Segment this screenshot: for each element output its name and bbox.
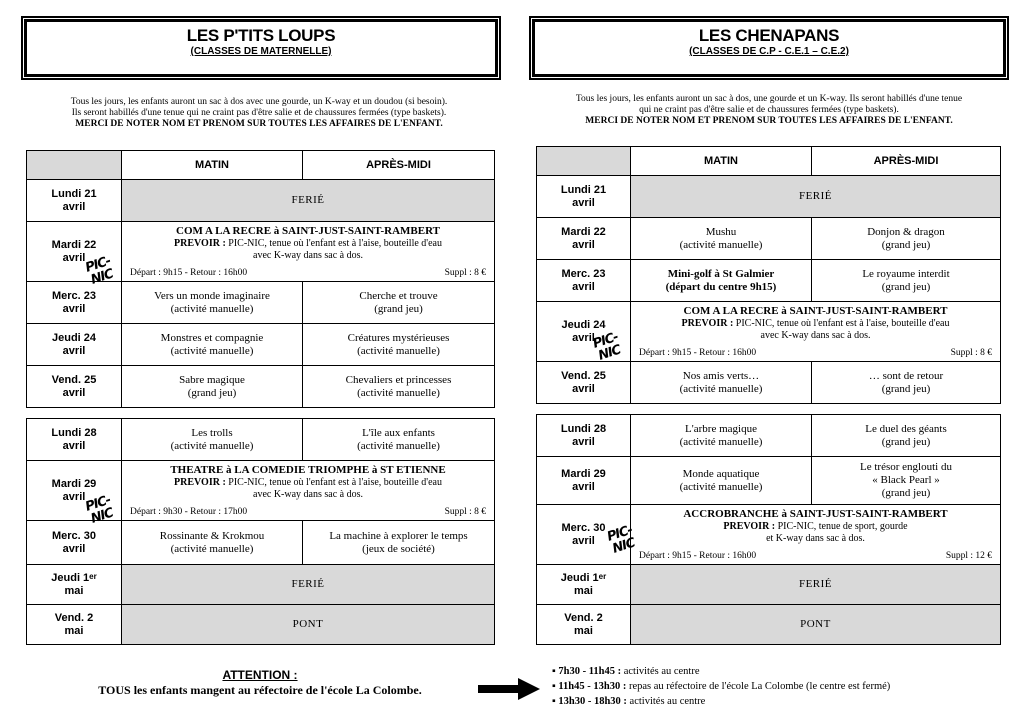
day-cell xyxy=(537,415,631,457)
day-month: avril xyxy=(572,480,595,493)
header-morning: MATIN xyxy=(122,151,303,180)
activity-type: (grand jeu) xyxy=(374,302,423,315)
hours-time: 11h45 - 13h30 : xyxy=(558,681,627,692)
day-label: Lundi 28 xyxy=(560,422,607,435)
day-month: avril xyxy=(572,280,595,293)
daily-hours xyxy=(552,664,1012,709)
morning-activity xyxy=(631,362,812,404)
activity-name: Monstres et compagnie xyxy=(160,331,264,344)
morning-activity xyxy=(122,324,303,366)
bullet-icon: ▪ xyxy=(552,681,556,692)
bullet-icon: ▪ xyxy=(552,666,556,677)
afternoon-activity xyxy=(303,324,495,366)
left-intro xyxy=(24,97,494,130)
morning-activity xyxy=(122,521,303,565)
activity-name: Le duel des géants xyxy=(865,422,947,435)
day-label: Merc. 23 xyxy=(561,267,606,280)
bridge-day-cell: PONT xyxy=(631,605,1001,645)
afternoon-activity xyxy=(812,260,1001,302)
day-label: Lundi 28 xyxy=(51,426,97,439)
hours-text: activités au centre xyxy=(626,696,706,707)
outing-cell xyxy=(122,222,495,282)
picnic-stamp: PIC-NIC xyxy=(83,492,115,527)
day-cell xyxy=(27,366,122,408)
activity-type: (activité manuelle) xyxy=(679,382,763,395)
holiday-cell: FERIÉ xyxy=(631,176,1001,218)
activity-name: La machine à explorer le temps xyxy=(329,529,468,542)
activity-type: (activité manuelle) xyxy=(170,439,254,452)
day-cell xyxy=(27,565,122,605)
activity-type: (activité manuelle) xyxy=(679,435,763,448)
morning-activity xyxy=(122,282,303,324)
day-month: avril xyxy=(62,542,86,555)
outing-cell xyxy=(631,302,1001,362)
activity-name: L'île aux enfants xyxy=(362,426,435,439)
outing-title: COM A LA RECRE à SAINT-JUST-SAINT-RAMBERT xyxy=(683,304,948,317)
day-label: Mardi 29 xyxy=(561,467,606,480)
right-intro-notice: MERCI DE NOTER NOM ET PRENOM SUR TOUTES LES AFFAIRES DE L'ENFANT. xyxy=(585,116,953,126)
hours-item xyxy=(552,694,1012,709)
day-month: avril xyxy=(572,382,595,395)
activity-name-line2: « Black Pearl » xyxy=(872,474,940,486)
day-cell xyxy=(537,565,631,605)
day-month: avril xyxy=(572,196,595,209)
day-cell xyxy=(537,605,631,645)
day-month: avril xyxy=(62,439,86,452)
week-separator xyxy=(537,404,1001,415)
prevoir-label: PREVOIR : xyxy=(174,476,226,488)
bullet-icon: ▪ xyxy=(552,696,556,707)
day-cell xyxy=(27,222,122,288)
day-month: mai xyxy=(574,584,593,597)
activity-name: Cherche et trouve xyxy=(359,289,438,302)
right-title: LES CHENAPANS xyxy=(698,26,840,45)
activity-name: Donjon & dragon xyxy=(867,225,945,238)
activity-type: (activité manuelle) xyxy=(357,386,440,399)
activity-type: (activité manuelle) xyxy=(679,480,763,493)
prevoir-line2: et K-way dans sac à dos. xyxy=(766,532,865,544)
afternoon-activity xyxy=(812,457,1001,505)
prevoir-text: PIC-NIC, tenue où l'enfant est à l'aise, bouteille d'eau xyxy=(225,476,442,488)
afternoon-activity xyxy=(303,282,495,324)
outing-supplement: Suppl : 8 € xyxy=(950,347,992,358)
activity-name: Le royaume interdit xyxy=(862,267,950,280)
hours-text: repas au réfectoire de l'école La Colombe (le centre est fermé) xyxy=(626,681,891,692)
day-month: avril xyxy=(62,251,86,264)
morning-activity xyxy=(631,415,812,457)
day-label: Merc. 30 xyxy=(561,521,606,534)
morning-activity xyxy=(631,260,812,302)
activity-type: (grand jeu) xyxy=(881,238,931,251)
day-month: mai xyxy=(574,624,593,637)
activity-name: Monde aquatique xyxy=(682,467,760,480)
day-cell xyxy=(537,176,631,218)
activity-name: Vers un monde imaginaire xyxy=(154,289,270,302)
day-label: Mardi 22 xyxy=(561,225,606,238)
day-cell xyxy=(27,605,122,645)
outing-title: THEATRE à LA COMEDIE TRIOMPHE à ST ETIENNE xyxy=(170,463,446,476)
outing-schedule: Départ : 9h15 - Retour : 16h00 xyxy=(639,550,757,561)
holiday-cell: FERIÉ xyxy=(122,180,495,222)
attention-message: TOUS les enfants mangent au réfectoire de l'école La Colombe. xyxy=(98,683,422,697)
day-cell xyxy=(537,218,631,260)
header-morning: MATIN xyxy=(631,147,812,176)
day-month: avril xyxy=(572,238,595,251)
header-blank-cell xyxy=(27,151,122,180)
activity-name: Les trolls xyxy=(191,426,233,439)
afternoon-activity xyxy=(303,521,495,565)
day-cell xyxy=(27,521,122,565)
right-intro-line1: Tous les jours, les enfants auront un sac à dos, une gourde et un K-way. Ils seront habillés d'une tenue xyxy=(575,94,963,104)
holiday-cell: FERIÉ xyxy=(631,565,1001,605)
activity-name: Chevaliers et princesses xyxy=(345,373,452,386)
activity-name: Créatures mystérieuses xyxy=(347,331,450,344)
day-cell xyxy=(537,505,637,565)
day-label: Jeudi 24 xyxy=(51,331,97,344)
week-separator xyxy=(27,408,495,419)
activity-type: (jeux de société) xyxy=(362,542,435,555)
left-intro-notice: MERCI DE NOTER NOM ET PRENOM SUR TOUTES LES AFFAIRES DE L'ENFANT. xyxy=(75,119,443,129)
activity-name: Mushu xyxy=(705,225,737,238)
day-label: Lundi 21 xyxy=(51,187,97,200)
activity-type: (grand jeu) xyxy=(881,435,931,448)
outing-cell xyxy=(631,505,1001,565)
prevoir-label: PREVOIR : xyxy=(174,237,226,249)
morning-activity xyxy=(631,457,812,505)
right-subtitle: (CLASSES DE C.P - C.E.1 – C.E.2) xyxy=(689,46,849,57)
activity-name: L'arbre magique xyxy=(685,422,757,435)
left-schedule-table xyxy=(26,150,495,645)
day-cell xyxy=(27,461,122,527)
activity-name: Nos amis verts… xyxy=(682,369,760,382)
outing-supplement: Suppl : 8 € xyxy=(444,506,486,517)
day-month: avril xyxy=(62,386,86,399)
day-cell xyxy=(537,457,631,505)
activity-type: (activité manuelle) xyxy=(357,439,440,452)
afternoon-activity xyxy=(812,218,1001,260)
prevoir-text: PIC-NIC, tenue où l'enfant est à l'aise, bouteille d'eau xyxy=(225,237,442,249)
day-cell xyxy=(27,324,122,366)
left-title-box xyxy=(24,19,498,77)
activity-type: (grand jeu) xyxy=(881,487,931,499)
activity-type: (activité manuelle) xyxy=(357,344,440,357)
outing-supplement: Suppl : 8 € xyxy=(444,267,486,278)
day-suffix: er xyxy=(89,571,97,581)
picnic-stamp: PIC-NIC xyxy=(605,522,637,557)
prevoir-line2: avec K-way dans sac à dos. xyxy=(253,488,363,500)
right-intro-line2: qui ne craint pas d'être salie et de chaussures fermées (type baskets). xyxy=(639,105,899,115)
afternoon-activity xyxy=(812,415,1001,457)
prevoir-text: PIC-NIC, tenue où l'enfant est à l'aise, bouteille d'eau xyxy=(733,317,950,329)
day-label: Merc. 23 xyxy=(51,289,97,302)
activity-type: (grand jeu) xyxy=(881,280,931,293)
day-month: avril xyxy=(62,200,86,213)
activity-type: (grand jeu) xyxy=(187,386,237,399)
hours-item xyxy=(552,679,1012,694)
day-month: avril xyxy=(62,302,86,315)
day-cell xyxy=(27,282,122,324)
prevoir-line2: avec K-way dans sac à dos. xyxy=(253,249,363,261)
day-month: avril xyxy=(62,344,86,357)
day-label: Jeudi 1 xyxy=(51,571,90,584)
day-cell xyxy=(537,362,631,404)
day-label: Mardi 29 xyxy=(51,477,97,490)
prevoir-text: PIC-NIC, tenue de sport, gourde xyxy=(775,520,908,532)
day-month: avril xyxy=(572,435,595,448)
arrow-right-icon xyxy=(478,678,540,700)
header-blank-cell xyxy=(537,147,631,176)
holiday-cell: FERIÉ xyxy=(122,565,495,605)
day-month: avril xyxy=(572,534,595,547)
outing-schedule: Départ : 9h15 - Retour : 16h00 xyxy=(639,347,757,358)
afternoon-activity xyxy=(303,366,495,408)
activity-name: Sabre magique xyxy=(179,373,245,386)
morning-activity xyxy=(122,419,303,461)
outing-schedule: Départ : 9h15 - Retour : 16h00 xyxy=(130,267,248,278)
outing-title: ACCROBRANCHE à SAINT-JUST-SAINT-RAMBERT xyxy=(683,507,948,520)
bridge-day-cell: PONT xyxy=(122,605,495,645)
activity-name: Mini-golf à St Galmier xyxy=(667,267,775,280)
right-schedule-table xyxy=(536,146,1001,645)
morning-activity xyxy=(631,218,812,260)
left-title: LES P'TITS LOUPS xyxy=(186,26,336,45)
prevoir-label: PREVOIR : xyxy=(681,317,734,329)
day-month: avril xyxy=(62,490,86,503)
outing-supplement: Suppl : 12 € xyxy=(945,550,992,561)
day-label: Merc. 30 xyxy=(51,529,97,542)
left-intro-line1: Tous les jours, les enfants auront un sac à dos avec une gourde, un K-way et un doudou (si besoin). xyxy=(70,97,448,107)
outing-schedule: Départ : 9h30 - Retour : 17h00 xyxy=(130,506,248,517)
picnic-stamp: PIC-NIC xyxy=(591,329,623,364)
day-month: avril xyxy=(572,331,595,344)
activity-type: (activité manuelle) xyxy=(679,238,763,251)
activity-name: Le trésor englouti du xyxy=(860,461,952,473)
outing-title: COM A LA RECRE à SAINT-JUST-SAINT-RAMBERT xyxy=(176,224,440,237)
day-label: Vend. 2 xyxy=(54,611,94,624)
day-label: Jeudi 24 xyxy=(561,318,606,331)
hours-time: 13h30 - 18h30 : xyxy=(558,696,627,707)
day-cell xyxy=(537,260,631,302)
hours-text: activités au centre xyxy=(621,666,700,677)
day-cell xyxy=(27,419,122,461)
day-suffix: er xyxy=(598,571,607,581)
day-month: mai xyxy=(64,584,84,597)
activity-type: (grand jeu) xyxy=(881,382,931,395)
outing-cell xyxy=(122,461,495,521)
attention-label: ATTENTION : xyxy=(222,668,298,682)
activity-name: Rossinante & Krokmou xyxy=(159,529,265,542)
header-afternoon: APRÈS-MIDI xyxy=(303,151,495,180)
afternoon-activity xyxy=(812,362,1001,404)
activity-type: (activité manuelle) xyxy=(170,542,254,555)
hours-item xyxy=(552,664,1012,679)
left-subtitle: (CLASSES DE MATERNELLE) xyxy=(190,46,332,57)
morning-activity xyxy=(122,366,303,408)
activity-type: (activité manuelle) xyxy=(170,344,254,357)
right-intro xyxy=(536,94,1002,127)
day-month: mai xyxy=(64,624,84,637)
day-label: Lundi 21 xyxy=(560,183,607,196)
attention-note xyxy=(40,668,480,698)
day-cell xyxy=(27,180,122,222)
hours-time: 7h30 - 11h45 : xyxy=(558,666,622,677)
prevoir-line2: avec K-way dans sac à dos. xyxy=(760,329,871,341)
prevoir-label: PREVOIR : xyxy=(723,520,776,532)
activity-type: (départ du centre 9h15) xyxy=(665,280,777,293)
day-label: Vend. 2 xyxy=(564,611,603,624)
day-label: Vend. 25 xyxy=(561,369,606,382)
activity-type: (activité manuelle) xyxy=(170,302,254,315)
day-label: Vend. 25 xyxy=(51,373,97,386)
activity-name: … sont de retour xyxy=(868,369,944,382)
header-afternoon: APRÈS-MIDI xyxy=(812,147,1001,176)
afternoon-activity xyxy=(303,419,495,461)
right-title-box xyxy=(532,19,1006,77)
day-label: Mardi 22 xyxy=(51,238,97,251)
day-label: Jeudi 1 xyxy=(560,571,599,584)
picnic-stamp: PIC-NIC xyxy=(83,253,115,288)
left-intro-line2: Ils seront habillés d'une tenue qui ne craint pas d'être salie et de chaussures fermées (type baskets). xyxy=(71,108,447,118)
day-cell xyxy=(537,302,631,362)
